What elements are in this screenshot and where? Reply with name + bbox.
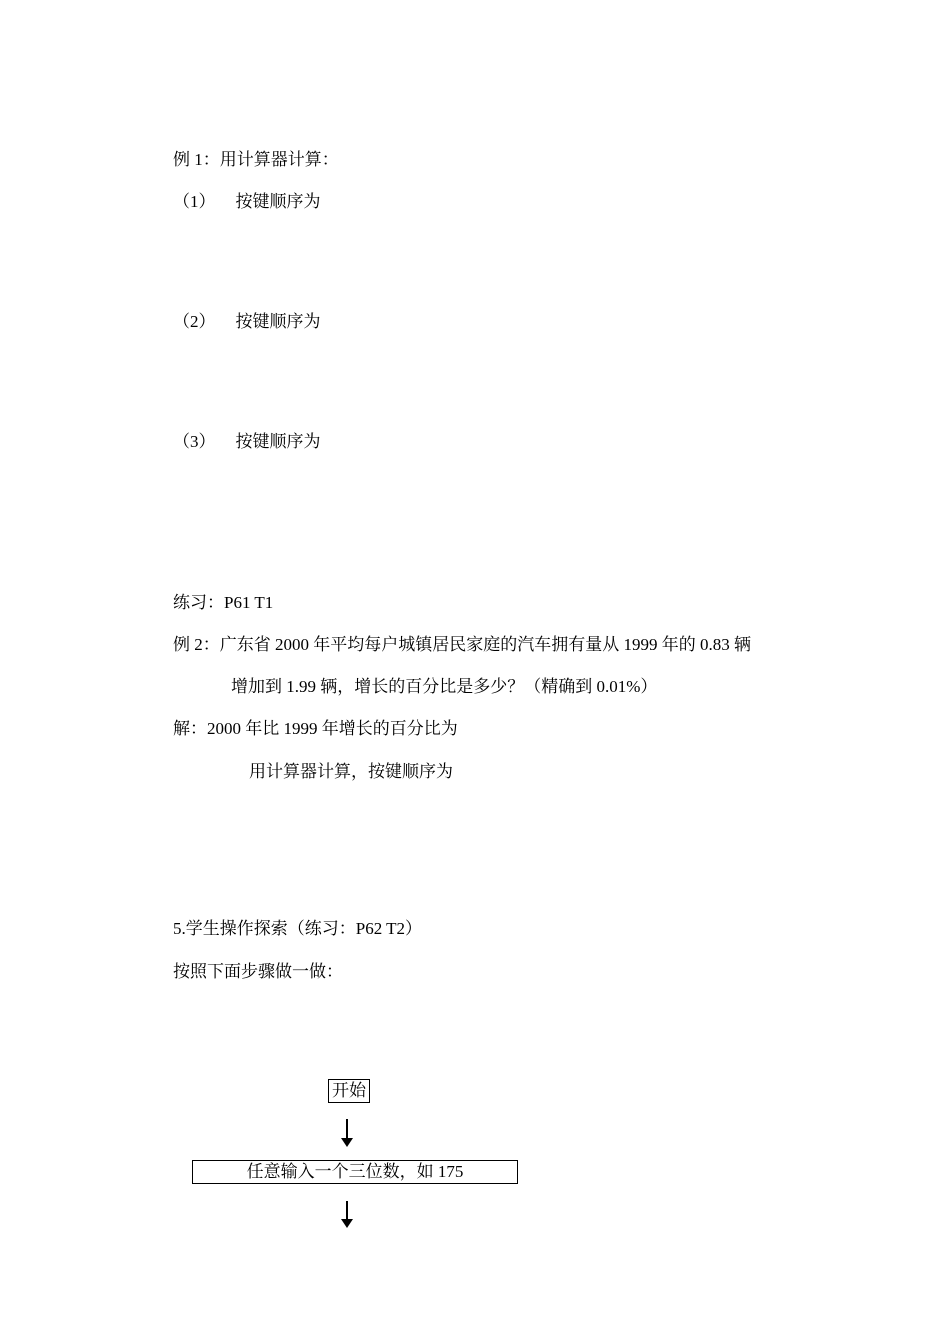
example2-line-2: 增加到 1.99 辆，增长的百分比是多少？（精确到 0.01%） xyxy=(231,677,658,696)
item-text: 按键顺序为 xyxy=(235,312,321,331)
solution-line-2: 用计算器计算，按键顺序为 xyxy=(249,762,453,781)
example1-item-1 xyxy=(173,191,321,213)
flowchart-arrow-down-icon xyxy=(346,1119,348,1139)
example1-title: 例 1：用计算器计算： xyxy=(173,150,339,169)
item-text: 按键顺序为 xyxy=(235,432,321,451)
item-number: （2） xyxy=(173,312,216,331)
item-number: （1） xyxy=(173,192,216,211)
flowchart-start-box: 开始 xyxy=(328,1079,370,1103)
item-number: （3） xyxy=(173,432,216,451)
section5-instruction: 按照下面步骤做一做： xyxy=(173,962,343,981)
example1-item-3 xyxy=(173,431,321,453)
flowchart-input-box: 任意输入一个三位数，如 175 xyxy=(192,1160,518,1184)
section5-title: 5.学生操作探索（练习：P62 T2） xyxy=(173,919,423,938)
example1-item-2 xyxy=(173,311,321,333)
item-text: 按键顺序为 xyxy=(235,192,321,211)
example2-line-1: 例 2：广东省 2000 年平均每户城镇居民家庭的汽车拥有量从 1999 年的 0.83 辆 xyxy=(173,635,751,654)
flowchart-arrow-down-icon xyxy=(346,1201,348,1220)
solution-line-1: 解：2000 年比 1999 年增长的百分比为 xyxy=(173,719,458,738)
practice-1: 练习：P61 T1 xyxy=(173,593,274,612)
